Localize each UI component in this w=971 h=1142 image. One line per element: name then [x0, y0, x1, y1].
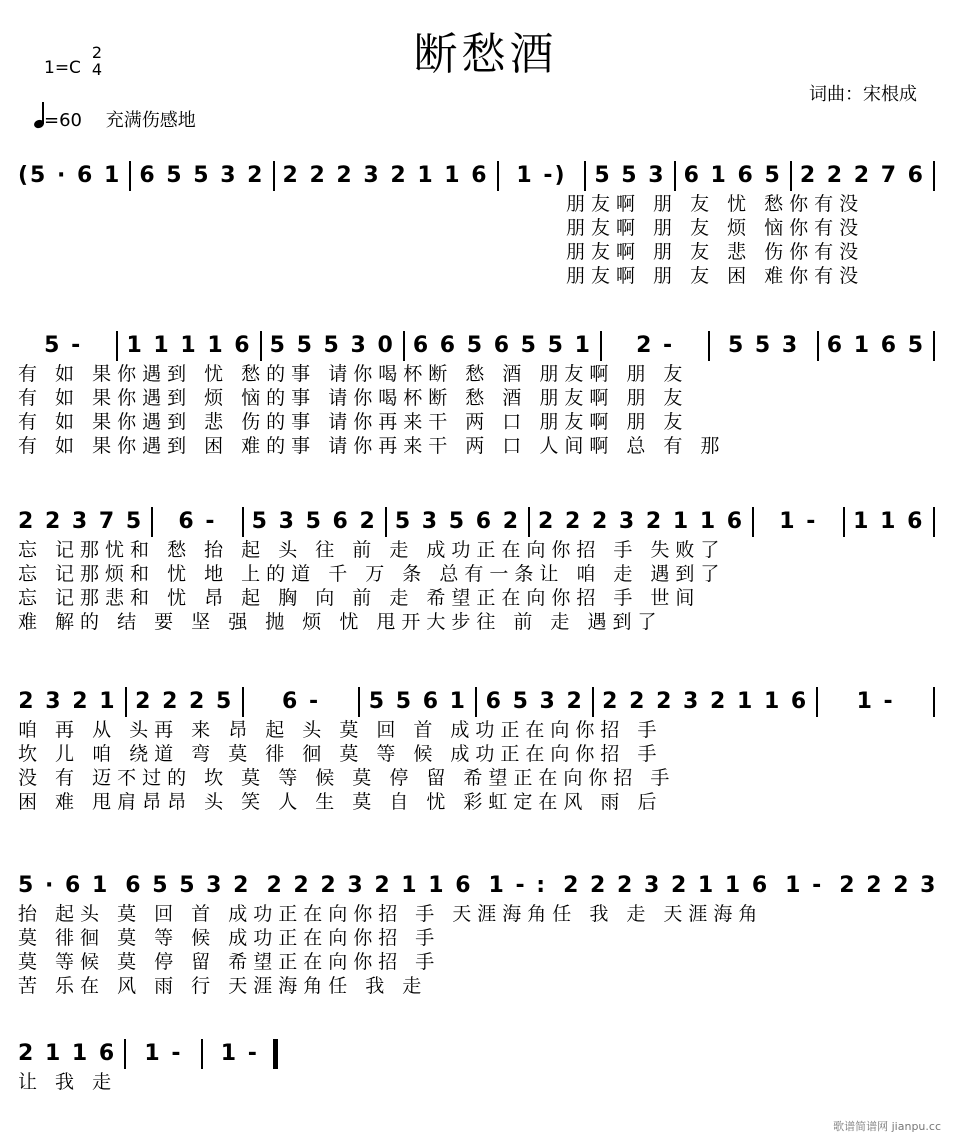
measure: 1 -: [785, 873, 824, 898]
measure: 6 5 5 3 2: [125, 873, 251, 898]
bar-line: [273, 161, 275, 191]
bar-line: [933, 687, 935, 717]
lyric-line: 莫 徘徊 莫 等 候 成功正在向你招 手: [18, 927, 441, 949]
bar-line: [242, 687, 244, 717]
measure: 2 2 2 3 2 1 1 6: [563, 873, 770, 898]
credit: 词曲：宋根成: [809, 84, 917, 105]
notes-line: [18, 330, 943, 362]
bar-line: [592, 687, 594, 717]
notes-line: [18, 506, 943, 538]
lyric-line: 有 如 果你遇到 烦 恼的事 请你喝杯断 愁 酒 朋友啊 朋 友: [18, 387, 689, 409]
bar-line: [116, 331, 118, 361]
measure: 5 5 3: [594, 163, 666, 188]
measure: 5 3 5 6 2: [251, 509, 377, 534]
lyric-line: 朋友啊 朋 友 困 难你有没: [566, 265, 865, 287]
lyric-line: 有 如 果你遇到 困 难的事 请你再来干 两 口 人间啊 总 有 那: [18, 435, 726, 457]
watermark: 歌谱简谱网 jianpu.cc: [833, 1120, 941, 1133]
score-system: [18, 160, 943, 288]
lyric-line: 朋友啊 朋 友 忧 愁你有没: [566, 193, 865, 215]
lyric-line: 朋友啊 朋 友 悲 伤你有没: [566, 241, 865, 263]
bar-line: [843, 507, 845, 537]
lyric-line: 困 难 甩肩昂昂 头 笑 人 生 莫 自 忧 彩虹定在风 雨 后: [18, 791, 663, 813]
bar-line: [790, 161, 792, 191]
bar-line: [600, 331, 602, 361]
bar-line: [584, 161, 586, 191]
bar-line: [125, 687, 127, 717]
score-system: [18, 330, 943, 458]
tempo-value: =60: [44, 110, 82, 131]
bar-line: [242, 507, 244, 537]
bar-line: [933, 507, 935, 537]
measure: 2 3 2 1: [18, 689, 117, 714]
measure: 2 2 2 7 6: [799, 163, 925, 188]
measure: 6 1 6 5: [826, 333, 926, 358]
measure: 1 - :: [488, 873, 548, 898]
measure: 2 -: [636, 333, 675, 358]
lyric-line: 有 如 果你遇到 忧 愁的事 请你喝杯断 愁 酒 朋友啊 朋 友: [18, 363, 689, 385]
measure: 6 5 5 3 2: [139, 163, 265, 188]
measure: 5 5 3: [727, 333, 800, 358]
measure: 5 5 5 3 0: [269, 333, 395, 358]
lyric-line: 难 解的 结 要 坚 强 抛 烦 忧 甩开大步往 前 走 遇到了: [18, 611, 663, 633]
lyric-line: 忘 记那烦和 忧 地 上的道 千 万 条 总有一条让 咱 走 遇到了: [18, 563, 726, 585]
lyric-line: 忘 记那悲和 忧 昂 起 胸 向 前 走 希望正在向你招 手 世间: [18, 587, 701, 609]
score-system: [18, 506, 943, 634]
bar-line: [151, 507, 153, 537]
measure: 5 -: [44, 333, 83, 358]
measure: 5 · 6 1: [18, 873, 110, 898]
measure: 2 2 2 3: [839, 873, 938, 898]
notes-line: [18, 686, 943, 718]
bar-line: [403, 331, 405, 361]
measure: 1 -: [779, 509, 818, 534]
measure: 2 2 2 3 2 1 1 6: [538, 509, 745, 534]
lyric-line: 抬 起头 莫 回 首 成功正在向你招 手 天涯海角任 我 走 天涯海角: [18, 903, 764, 925]
measure: 6 -: [178, 509, 217, 534]
bar-line: [528, 507, 530, 537]
bar-line: [817, 331, 819, 361]
score-system: [18, 1038, 943, 1094]
time-bottom: 4: [91, 60, 103, 79]
lyric-line: 没 有 迈不过的 坎 莫 等 候 莫 停 留 希望正在向你招 手: [18, 767, 676, 789]
measure: 6 5 3 2: [485, 689, 584, 714]
bar-line: [933, 161, 935, 191]
score-system: [18, 870, 943, 998]
measure: 1 -): [516, 163, 567, 188]
measure: 1 -: [220, 1041, 259, 1066]
lyric-line: 咱 再 从 头再 来 昂 起 头 莫 回 首 成功正在向你招 手: [18, 719, 663, 741]
lyric-line: 有 如 果你遇到 悲 伤的事 请你再来干 两 口 朋友啊 朋 友: [18, 411, 689, 433]
bar-line: [129, 161, 131, 191]
measure: 1 1 6: [853, 509, 925, 534]
bar-line: [358, 687, 360, 717]
measure: 6 1 6 5: [683, 163, 782, 188]
measure: 5 5 6 1: [368, 689, 467, 714]
measure: 2 2 2 3 2 1 1 6: [602, 689, 809, 714]
measure: 5 3 5 6 2: [394, 509, 521, 534]
bar-line: [933, 331, 935, 361]
bar-line: [260, 331, 262, 361]
time-top: 2: [91, 43, 103, 62]
bar-line: [816, 687, 818, 717]
time-signature: [90, 44, 104, 78]
measure: 2 1 1 6: [18, 1041, 117, 1066]
measure: 6 -: [282, 689, 321, 714]
lyric-line: 坎 儿 咱 绕道 弯 莫 徘 徊 莫 等 候 成功正在向你招 手: [18, 743, 663, 765]
tempo-marking: [34, 102, 196, 132]
measure: 6 6 5 6 5 5 1: [412, 333, 592, 358]
measure: 2 2 2 3 2 1 1 6: [266, 873, 473, 898]
lyric-line: 莫 等候 莫 停 留 希望正在向你招 手: [18, 951, 441, 973]
measure: 1 1 1 1 6: [126, 333, 252, 358]
measure: 2 2 2 3 2 1 1 6: [282, 163, 489, 188]
lyric-line: 忘 记那忧和 愁 抬 起 头 往 前 走 成功正在向你招 手 失败了: [18, 539, 726, 561]
bar-line: [475, 687, 477, 717]
bar-line: [752, 507, 754, 537]
lyric-line: 苦 乐在 风 雨 行 天涯海角任 我 走: [18, 975, 428, 997]
measure: 1 -: [144, 1041, 183, 1066]
key-label: 1=C: [44, 58, 81, 78]
measure: (5 · 6 1: [18, 163, 122, 188]
bar-line: [674, 161, 676, 191]
notes-line: [18, 870, 943, 902]
song-title: 断愁酒: [413, 29, 558, 80]
lyric-line: 让 我 走: [18, 1071, 118, 1093]
score-system: [18, 686, 943, 814]
bar-line: [201, 1039, 203, 1069]
measure: 2 2 3 7 5: [18, 509, 144, 534]
bar-line: [708, 331, 710, 361]
bar-line: [385, 507, 387, 537]
expression-text: 充满伤感地: [105, 110, 196, 131]
notes-line: [18, 160, 943, 192]
final-bar-line: [273, 1039, 278, 1069]
measure: 1 -: [856, 689, 895, 714]
notes-line: [18, 1038, 278, 1070]
bar-line: [497, 161, 499, 191]
lyric-line: 朋友啊 朋 友 烦 恼你有没: [566, 217, 865, 239]
key-signature: [44, 43, 103, 79]
measure: 2 2 2 5: [135, 689, 234, 714]
bar-line: [124, 1039, 126, 1069]
